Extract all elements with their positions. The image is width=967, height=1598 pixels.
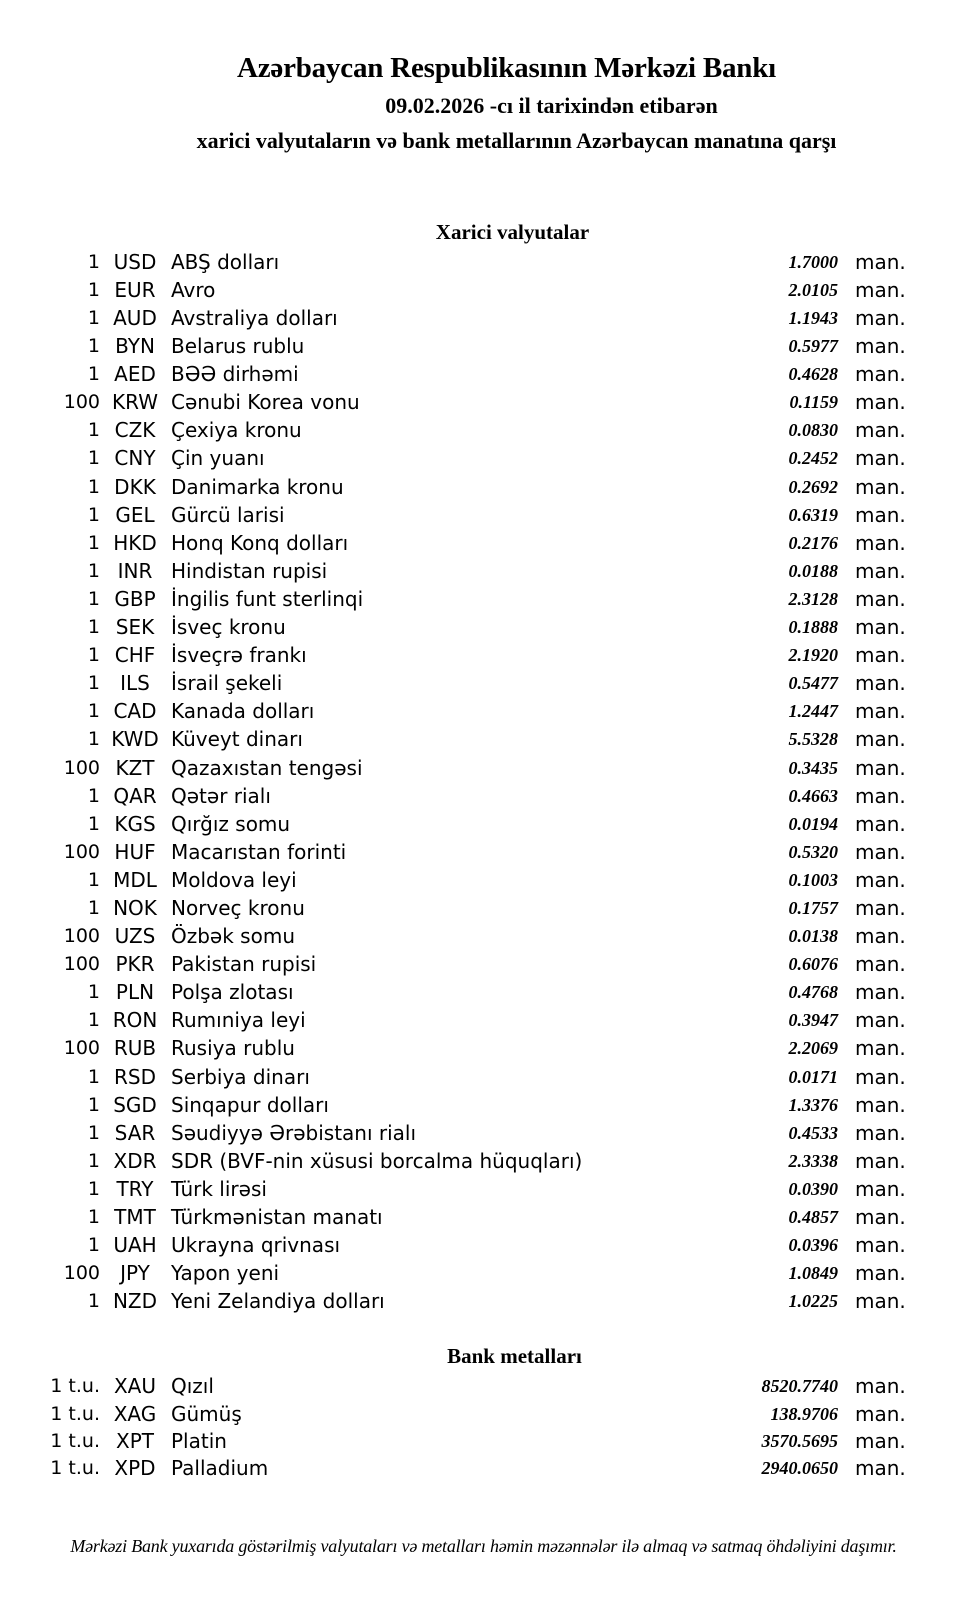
currency-quantity: 100 [63, 756, 100, 779]
currency-name: Yeni Zelandiya dolları [171, 1289, 385, 1314]
unit-label: man. [855, 530, 906, 555]
rate-value: 0.3947 [788, 1010, 838, 1031]
metals-section-title: Bank metalları [447, 1344, 582, 1369]
unit-label: man. [855, 502, 906, 527]
currency-quantity: 1 [87, 278, 100, 301]
currency-code: CNY [114, 446, 156, 471]
currency-code: INR [117, 558, 153, 583]
currency-quantity: 100 [63, 925, 100, 948]
unit-label: man. [855, 334, 906, 359]
unit-label: man. [855, 1374, 906, 1399]
unit-label: man. [855, 924, 906, 949]
rate-value: 2.2069 [788, 1038, 838, 1059]
unit-label: man. [855, 839, 906, 864]
unit-label: man. [855, 1120, 906, 1145]
currency-quantity: 1 [87, 728, 100, 751]
unit-label: man. [855, 1261, 906, 1286]
currency-code: AED [114, 362, 156, 387]
currency-name: Rumıniya leyi [171, 1008, 306, 1033]
currency-name: Türkmənistan manatı [171, 1205, 383, 1229]
metal-quantity: 1 t.u. [50, 1402, 100, 1425]
unit-label: man. [855, 418, 906, 443]
currency-code: KRW [112, 390, 158, 415]
unit-label: man. [855, 1233, 906, 1258]
currency-code: AUD [113, 306, 157, 330]
currency-row [0, 276, 967, 304]
currency-name: ABŞ dolları [171, 249, 280, 274]
currency-name: Qırğız somu [171, 811, 291, 836]
currency-code: RSD [114, 1064, 156, 1089]
document-header [0, 0, 967, 153]
rate-value: 0.4533 [788, 1122, 838, 1143]
currency-row [0, 501, 967, 529]
currency-code: MDL [113, 867, 157, 892]
currency-name: Avro [171, 277, 216, 302]
currency-name: Cənubi Korea vonu [171, 390, 360, 415]
rate-value: 1.2447 [788, 701, 838, 722]
currency-row [0, 838, 967, 866]
currency-name: Çin yuanı [171, 446, 265, 471]
currency-code: NOK [113, 895, 157, 920]
currency-code: KZT [115, 755, 155, 780]
unit-label: man. [855, 306, 906, 330]
unit-label: man. [855, 867, 906, 892]
rate-value: 0.0396 [788, 1235, 838, 1256]
unit-label: man. [855, 277, 906, 302]
currency-code: GEL [115, 502, 155, 527]
currency-code: HKD [113, 530, 157, 555]
subject-line: xarici valyutaların və bank metallarının Azərbaycan manatına qarşı [196, 127, 837, 153]
unit-label: man. [855, 1429, 906, 1454]
rate-value: 0.1159 [789, 392, 838, 413]
rate-value: 2940.0650 [761, 1458, 838, 1479]
currency-name: Kanada dolları [171, 699, 315, 724]
currencies-table [0, 248, 967, 1316]
unit-label: man. [855, 1064, 906, 1089]
currency-quantity: 100 [63, 1262, 100, 1285]
currency-row [0, 444, 967, 472]
rate-value: 0.2692 [788, 476, 838, 497]
currency-quantity: 1 [87, 1234, 100, 1257]
currency-quantity: 1 [87, 700, 100, 723]
unit-label: man. [855, 671, 906, 696]
unit-label: man. [855, 446, 906, 471]
currency-quantity: 1 [87, 1065, 100, 1088]
rate-value: 0.0390 [788, 1178, 838, 1199]
unit-label: man. [855, 952, 906, 977]
currency-row [0, 304, 967, 332]
currency-row [0, 1147, 967, 1175]
currencies-section-title: Xarici valyutalar [435, 219, 590, 244]
unit-label: man. [855, 390, 906, 415]
currency-row [0, 388, 967, 416]
currency-quantity: 1 [87, 868, 100, 891]
currency-row [0, 697, 967, 725]
currency-code: UZS [114, 924, 156, 949]
currency-code: NZD [112, 1289, 158, 1314]
metal-name: Palladium [171, 1456, 269, 1481]
currency-row [0, 1203, 967, 1231]
effective-date-line: 09.02.2026 -cı il tarixindən etibarən [385, 93, 718, 119]
unit-label: man. [855, 1456, 906, 1481]
currency-quantity: 1 [87, 503, 100, 526]
unit-label: man. [855, 362, 906, 387]
unit-label: man. [855, 1176, 906, 1201]
metal-code: XAG [113, 1401, 157, 1426]
unit-label: man. [855, 895, 906, 920]
currency-quantity: 100 [63, 391, 100, 414]
rate-value: 0.4857 [788, 1207, 838, 1227]
currency-code: TMT [114, 1205, 156, 1229]
currency-row [0, 1006, 967, 1034]
currency-quantity: 1 [87, 1290, 100, 1313]
metals-table [0, 1373, 967, 1482]
currency-name: Çexiya kronu [171, 418, 302, 443]
rate-value: 2.1920 [788, 645, 838, 666]
currency-name: İsveç kronu [171, 615, 286, 640]
currency-quantity: 1 [87, 419, 100, 442]
metal-quantity: 1 t.u. [50, 1430, 100, 1453]
currency-name: Gürcü larisi [171, 502, 285, 527]
currency-code: ILS [120, 671, 150, 696]
currency-code: DKK [114, 474, 156, 499]
currency-name: Moldova leyi [171, 867, 297, 892]
metal-code: XPD [114, 1456, 156, 1481]
currency-row [0, 922, 967, 950]
rate-value: 0.0194 [788, 813, 838, 834]
currency-row [0, 1091, 967, 1119]
currency-name: Hindistan rupisi [171, 558, 328, 583]
rate-value: 0.5477 [788, 673, 838, 694]
rate-value: 0.1757 [788, 897, 838, 918]
unit-label: man. [855, 811, 906, 836]
metal-row [0, 1455, 967, 1482]
rate-value: 0.0830 [788, 420, 838, 441]
unit-label: man. [855, 643, 906, 668]
rate-value: 0.4768 [788, 982, 838, 1003]
unit-label: man. [855, 249, 906, 274]
currency-quantity: 1 [87, 672, 100, 695]
currency-code: EUR [114, 277, 156, 302]
rate-value: 0.6076 [788, 954, 838, 975]
rate-value: 0.4663 [788, 785, 838, 806]
currency-quantity: 1 [87, 616, 100, 639]
currency-code: USD [113, 249, 157, 274]
currency-quantity: 1 [87, 1121, 100, 1144]
unit-label: man. [855, 1289, 906, 1314]
rate-value: 0.5320 [788, 841, 838, 862]
unit-label: man. [855, 980, 906, 1005]
currency-code: SAR [114, 1120, 156, 1145]
currency-row [0, 1259, 967, 1287]
currency-quantity: 1 [87, 981, 100, 1004]
metal-name: Gümüş [171, 1401, 242, 1426]
currency-name: Yapon yeni [171, 1261, 280, 1286]
currency-code: UAH [113, 1233, 157, 1258]
currency-row [0, 1063, 967, 1091]
bank-title: Azərbaycan Respublikasının Mərkəzi Bankı [236, 52, 777, 84]
currency-quantity: 1 [87, 1093, 100, 1116]
unit-label: man. [855, 615, 906, 640]
rate-value: 0.0138 [788, 926, 838, 947]
rate-value: 0.6319 [788, 504, 838, 525]
unit-label: man. [855, 783, 906, 808]
currency-quantity: 1 [87, 1009, 100, 1032]
rate-value: 0.3435 [788, 757, 838, 778]
currency-name: Qazaxıstan tengəsi [171, 755, 363, 780]
currency-name: Macarıstan forinti [171, 839, 347, 864]
metal-name: Platin [171, 1429, 227, 1454]
currency-quantity: 1 [87, 307, 100, 329]
currency-code: GBP [114, 586, 156, 611]
unit-label: man. [855, 1401, 906, 1426]
metal-code: XAU [113, 1374, 157, 1399]
currency-quantity: 1 [87, 784, 100, 807]
currency-code: KGS [114, 811, 156, 836]
rate-value: 5.5328 [788, 729, 838, 750]
currency-quantity: 1 [87, 363, 100, 386]
currency-code: CAD [113, 699, 157, 724]
currency-name: Norveç kronu [171, 895, 305, 920]
unit-label: man. [855, 474, 906, 499]
metal-row [0, 1373, 967, 1400]
currency-row [0, 332, 967, 360]
currency-row [0, 416, 967, 444]
currency-row [0, 894, 967, 922]
currency-name: Sinqapur dolları [171, 1092, 329, 1117]
rate-value: 0.4628 [788, 364, 838, 385]
rate-value: 2.3128 [788, 588, 838, 609]
unit-label: man. [855, 1148, 906, 1173]
currency-row [0, 1287, 967, 1315]
currency-quantity: 100 [63, 840, 100, 863]
currency-quantity: 1 [87, 1149, 100, 1172]
currency-name: SDR (BVF-nin xüsusi borcalma hüquqları) [171, 1148, 583, 1173]
currency-name: Honq Konq dolları [171, 530, 349, 555]
unit-label: man. [855, 1092, 906, 1117]
unit-label: man. [855, 1036, 906, 1061]
currency-quantity: 1 [87, 1206, 100, 1228]
currency-name: İngilis funt sterlinqi [171, 586, 364, 611]
currency-quantity: 1 [87, 250, 100, 273]
currency-name: Qətər rialı [171, 783, 271, 808]
currency-code: SEK [115, 615, 155, 640]
currency-row [0, 1175, 967, 1203]
currency-code: PLN [115, 980, 155, 1005]
currency-row [0, 1034, 967, 1062]
rate-value: 0.5977 [788, 336, 838, 357]
currency-code: KWD [111, 727, 159, 752]
currency-quantity: 1 [87, 644, 100, 667]
currency-name: Küveyt dinarı [171, 727, 303, 752]
currency-row [0, 978, 967, 1006]
currency-quantity: 1 [87, 812, 100, 835]
currency-name: İsrail şekeli [171, 671, 283, 696]
currency-name: Avstraliya dolları [171, 306, 338, 330]
currency-quantity: 1 [87, 475, 100, 498]
unit-label: man. [855, 586, 906, 611]
currency-name: BƏƏ dirhəmi [171, 362, 299, 387]
currency-row [0, 754, 967, 782]
rate-value: 0.0171 [788, 1066, 838, 1087]
currency-row [0, 1231, 967, 1259]
currency-row [0, 613, 967, 641]
currency-code: RUB [113, 1036, 157, 1061]
currency-row [0, 725, 967, 753]
currency-row [0, 248, 967, 276]
currency-quantity: 1 [87, 531, 100, 554]
rate-value: 0.1003 [788, 869, 838, 890]
metal-quantity: 1 t.u. [50, 1375, 100, 1398]
currency-row [0, 782, 967, 810]
currency-row [0, 1119, 967, 1147]
currency-name: Özbək somu [171, 924, 295, 949]
rate-value: 8520.7740 [761, 1376, 838, 1397]
currency-quantity: 100 [63, 1037, 100, 1060]
rate-value: 1.7000 [788, 251, 838, 272]
rate-value: 1.3376 [788, 1094, 838, 1115]
currency-row [0, 641, 967, 669]
currency-code: CZK [114, 418, 156, 443]
metal-name: Qızıl [171, 1374, 214, 1399]
currency-name: Rusiya rublu [171, 1036, 295, 1061]
currency-row [0, 473, 967, 501]
rate-value: 2.0105 [788, 279, 838, 300]
rate-value: 0.2176 [788, 532, 838, 553]
currency-name: Danimarka kronu [171, 474, 344, 499]
currency-code: PKR [115, 952, 155, 977]
currency-code: HUF [114, 839, 156, 864]
metal-row [0, 1428, 967, 1455]
unit-label: man. [855, 1008, 906, 1033]
currency-name: Pakistan rupisi [171, 952, 317, 977]
unit-label: man. [855, 699, 906, 724]
currency-quantity: 1 [87, 335, 100, 358]
currency-name: Səudiyyə Ərəbistanı rialı [171, 1120, 417, 1145]
rate-value: 2.3338 [788, 1150, 838, 1171]
currency-quantity: 100 [63, 953, 100, 976]
unit-label: man. [855, 755, 906, 780]
currency-code: BYN [115, 334, 155, 359]
currency-name: Serbiya dinarı [171, 1064, 310, 1089]
currency-row [0, 529, 967, 557]
rate-value: 0.2452 [788, 448, 838, 469]
currency-quantity: 1 [87, 1177, 100, 1200]
rate-value: 0.0188 [788, 560, 838, 581]
currency-code: TRY [116, 1176, 154, 1201]
currency-row [0, 866, 967, 894]
rate-value: 1.0225 [788, 1291, 838, 1312]
metal-quantity: 1 t.u. [50, 1457, 100, 1480]
unit-label: man. [855, 1205, 906, 1229]
currency-quantity: 1 [87, 587, 100, 610]
currency-name: İsveçrə frankı [171, 643, 307, 668]
currency-row [0, 360, 967, 388]
currency-name: Ukrayna qrivnası [171, 1233, 341, 1258]
currency-code: CHF [114, 643, 156, 668]
rate-value: 0.1888 [788, 617, 838, 638]
unit-label: man. [855, 727, 906, 752]
currency-name: Polşa zlotası [171, 980, 294, 1005]
currency-code: SGD [113, 1092, 157, 1117]
rate-value: 3570.5695 [761, 1431, 838, 1452]
currency-code: JPY [120, 1261, 150, 1286]
currency-quantity: 1 [87, 896, 100, 919]
currency-code: XDR [113, 1148, 157, 1173]
metal-code: XPT [116, 1429, 154, 1454]
currency-code: QAR [113, 783, 157, 808]
rate-value: 138.9706 [770, 1403, 838, 1424]
currency-quantity: 1 [87, 559, 100, 582]
currency-name: Belarus rublu [171, 334, 305, 359]
rate-value: 1.1943 [788, 308, 838, 328]
currency-row [0, 585, 967, 613]
unit-label: man. [855, 558, 906, 583]
currency-row [0, 557, 967, 585]
currency-quantity: 1 [87, 447, 100, 470]
currency-name: Türk lirəsi [171, 1176, 267, 1201]
currency-row [0, 950, 967, 978]
rate-value: 1.0849 [788, 1263, 838, 1284]
currency-row [0, 669, 967, 697]
currency-row [0, 810, 967, 838]
currency-code: RON [112, 1008, 158, 1033]
disclaimer-text: Mərkəzi Bank yuxarıda göstərilmiş valyutaları və metalları həmin məzənnələr ilə almaq və satmaq öhdəliyini daşımır. [70, 1535, 897, 1556]
metal-row [0, 1401, 967, 1428]
